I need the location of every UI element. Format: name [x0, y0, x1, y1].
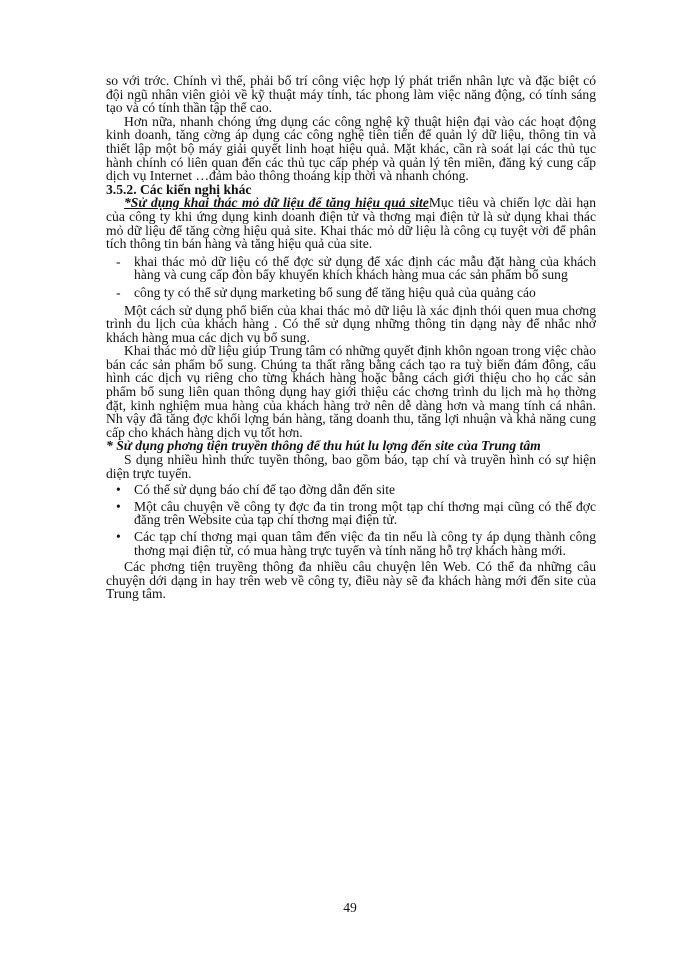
list-item-text: công ty có thể sử dụng marketing bổ sung để tăng hiệu quả của quảng cáo: [134, 284, 536, 300]
dash-marker: -: [116, 284, 121, 300]
list-item: [106, 500, 596, 527]
list-item-text: khai thác mỏ dữ liệu có thể đợc sử dụng để xác định các mẫu đặt hàng của khách hàng và cung cấp đòn bẩy khuyến khích khách hàng mua các sản phẩm bổ sung: [134, 253, 596, 283]
paragraph: Khai thác mỏ dữ liệu giúp Trung tâm có những quyết định khôn ngoan trong việc chào bán các sản phẩm bổ sung. Chúng ta thất rằng bằng cách tạo ra tuỳ biến đám đông, cấu hình các dịch vụ riêng cho từng khách hàng hoặc bằng cách giới thiệu cho họ các sản phẩm bổ sung liên quan thông dụng hay giới thiệu các chơng trình du lịch mà họ thờng đặt, kinh nghiệm mua hàng của khách hàng trở nên dễ dàng hơn và mang tính cá nhân. Nh vậy đã tăng đợc khối lợng bán hàng, tăng doanh thu, tăng lợi nhuận và khả năng cung cấp cho khách hàng dịch vụ tốt hơn.: [106, 343, 596, 440]
paragraph: Hơn nữa, nhanh chóng ứng dụng các công nghệ kỹ thuật hiện đại vào các hoạt động kinh doanh, tăng cờng áp dụng các công nghệ tiên tiến để quản lý dữ liệu, thông tin và thiết lập một bộ máy giải quyết linh hoạt hiệu quả. Mặt khác, cần rà soát lại các thủ tục hành chính có liên quan đến các thủ tục cấp phép và quản lý tên miền, đăng ký cung cấp dịch vụ Internet …đảm bảo thông thoáng kịp thời và nhanh chóng.: [106, 113, 596, 184]
paragraph: S dụng nhiều hình thức tuyền thông, bao gồm báo, tạp chí và truyền hình có sự hiện diện trực tuyến.: [106, 452, 596, 481]
dash-list: [106, 255, 596, 300]
paragraph-continuation: so với trớc. Chính vì thế, phải bố trí công việc hợp lý phát triển nhân lực và đặc biệt có đội ngũ nhân viên giỏi về kỹ thuật máy tính, tác phong làm việc năng động, có tính sáng tạo và có tính thần tập thể cao.: [106, 73, 596, 116]
paragraph-lead: *Sử dụng khai thác mỏ dữ liệu để tăng hiệu quả site: [124, 195, 429, 211]
bullet-marker: •: [116, 529, 121, 544]
list-item-text: Các tạp chí thơng mại quan tâm đến việc đa tin nếu là công ty áp dụng thành công thơng mại điện tử, có mua hàng trực tuyến và tính năng hỗ trợ khách hàng mới.: [134, 529, 596, 558]
dash-marker: -: [116, 253, 121, 269]
paragraph: Các phơng tiện truyềng thông đa nhiều câu chuyện lên Web. Có thể đa những câu chuyện dới dạng in hay trên web về công ty, điều này sẽ đa khách hàng mới đến site của Trung tâm.: [106, 559, 596, 602]
list-item: [106, 286, 596, 300]
sub-heading: * Sử dụng phơng tiện truyền thông để thu hút lu lợng đến site của Trung tâm: [106, 438, 541, 454]
paragraph: Một cách sử dụng phổ biến của khai thác mỏ dữ liệu là xác định thói quen mua chơng trình du lịch của khách hàng . Có thể sử dụng những thông tin dạng này để nhắc nhở khách hàng mua các dịch vụ bổ sung.: [106, 302, 596, 345]
paragraph-body: Mục tiêu và chiến lợc dài hạn của công ty khi ứng dụng kinh doanh điện tử và thơng mại điện tử là sử dụng khai thác mỏ dữ liệu để tăng cờng hiệu quả site. Khai thác mỏ dữ liệu là công cụ tuyệt vời để phân tích thông tin bán hàng và tăng hiệu quả của site.: [106, 195, 596, 252]
page-number: 49: [343, 900, 357, 915]
document-body: [106, 74, 596, 601]
list-item-text: Một câu chuyện về công ty đợc đa tin trong một tạp chí thơng mại cũng có thể đợc đăng trên Website của tạp chí thơng mại điện tử.: [134, 498, 596, 528]
list-item: [106, 255, 596, 282]
bullet-marker: •: [116, 498, 121, 514]
bullet-list: [106, 483, 596, 557]
list-item-text: Có thể sử dụng báo chí để tạo đờng dẫn đến site: [134, 482, 396, 498]
list-item: [106, 530, 596, 557]
bullet-marker: •: [116, 482, 121, 498]
section-heading: 3.5.2. Các kiến nghị khác: [106, 181, 252, 197]
paragraph-data-mining: [106, 196, 596, 250]
list-item: [106, 483, 596, 497]
